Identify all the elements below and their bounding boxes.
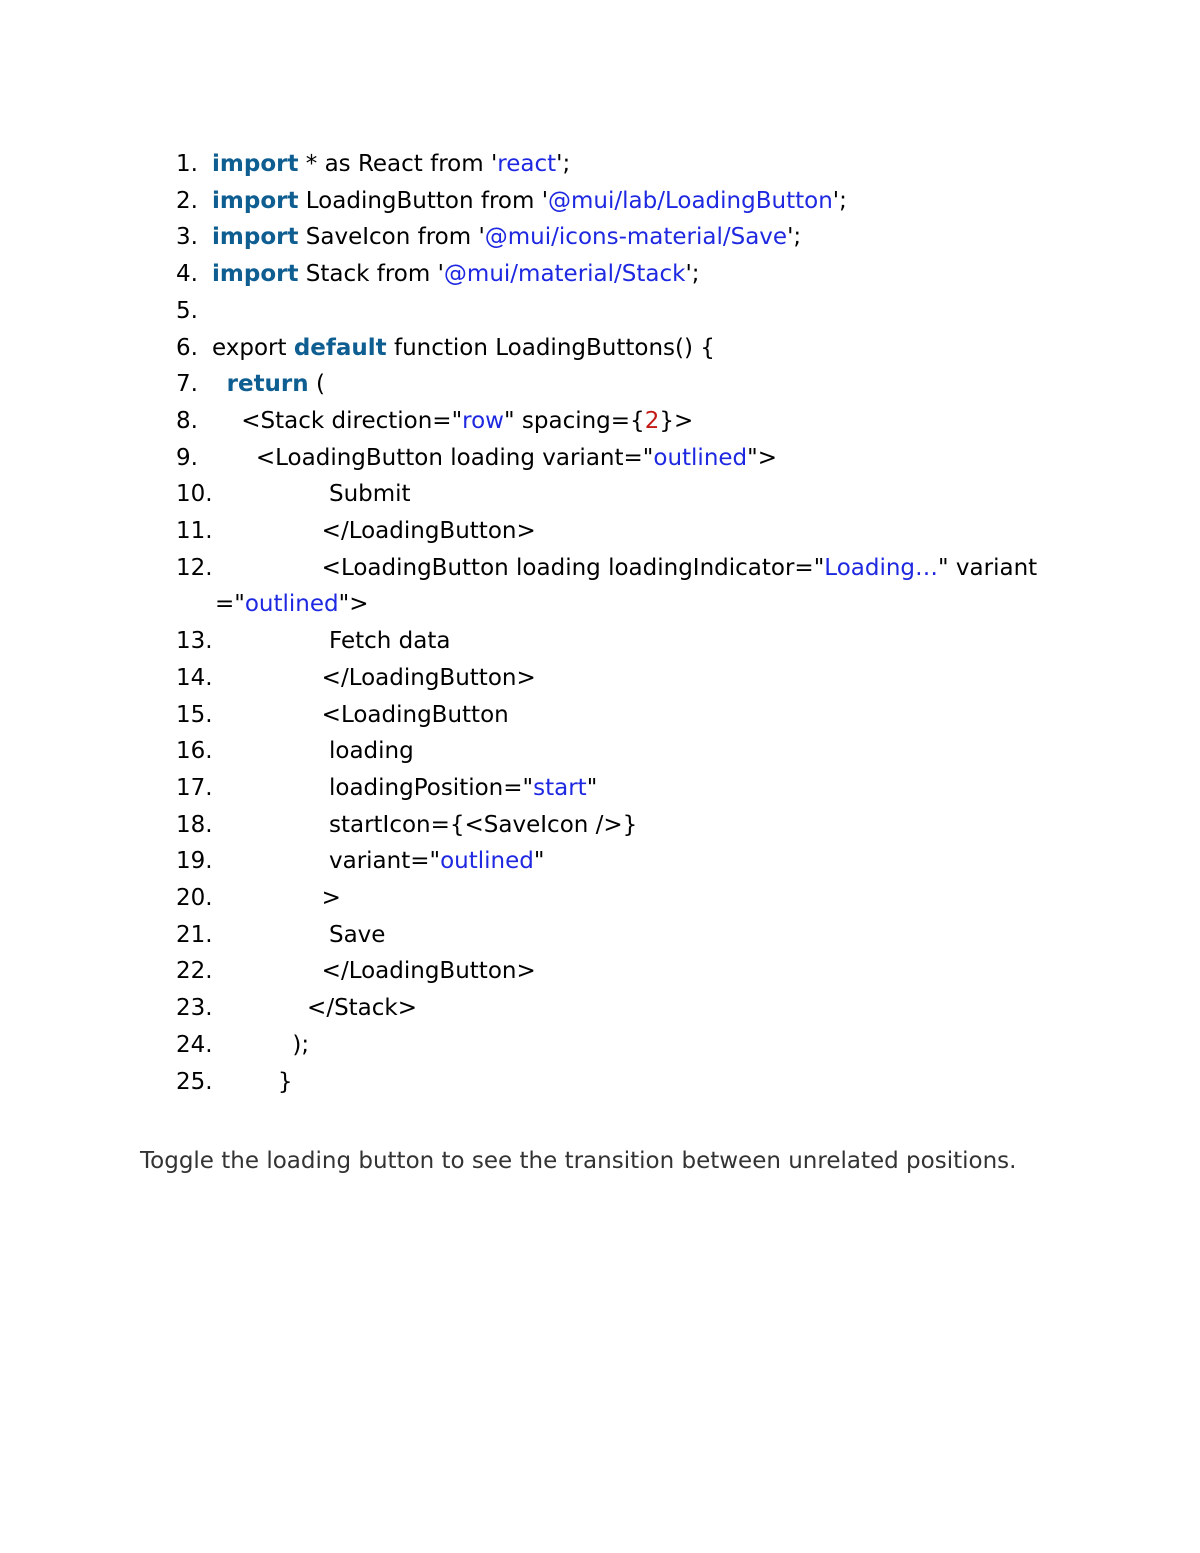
code-string: @mui/material/Stack: [443, 261, 686, 288]
line-text: [212, 1032, 309, 1058]
code-token: loading: [212, 738, 414, 765]
code-token: Stack from ': [298, 261, 444, 288]
code-line: [0, 146, 1200, 183]
code-line: [0, 219, 1200, 256]
line-text: [212, 885, 341, 911]
code-keyword: import: [212, 224, 299, 251]
code-keyword: default: [293, 334, 387, 361]
line-number: 14.: [176, 664, 213, 691]
code-listing: [0, 146, 1200, 1100]
code-token: <LoadingButton loading variant=": [212, 444, 654, 471]
code-line: [0, 660, 1200, 697]
code-line: [0, 770, 1200, 807]
code-line: [0, 550, 1200, 623]
code-token: </Stack>: [212, 995, 418, 1022]
code-token: " variant: [938, 554, 1038, 581]
code-line: [0, 293, 1200, 330]
line-number: 18.: [176, 811, 213, 838]
line-text: [212, 518, 536, 544]
code-token: <Stack direction=": [212, 407, 463, 434]
line-number: 16.: [176, 738, 213, 765]
code-token: export: [212, 334, 294, 361]
code-token: loadingPosition=": [212, 774, 534, 801]
code-token: Submit: [212, 481, 411, 508]
code-line: [0, 513, 1200, 550]
line-number: 4.: [176, 261, 198, 288]
code-line: [0, 953, 1200, 990]
code-line: [0, 623, 1200, 660]
code-string: @mui/lab/LoadingButton: [548, 187, 833, 214]
code-number: 2: [644, 407, 660, 434]
code-string: react: [497, 151, 557, 177]
code-line: [0, 733, 1200, 770]
line-text: [212, 958, 536, 984]
line-text: [212, 738, 414, 764]
line-text: [212, 665, 536, 691]
code-token: <LoadingButton: [212, 701, 509, 728]
line-number: 12.: [176, 554, 213, 581]
code-token: ">: [747, 444, 778, 471]
line-text: [212, 555, 1037, 581]
code-keyword: return: [226, 371, 309, 398]
line-number: 10.: [176, 481, 213, 508]
code-token: );: [212, 1031, 310, 1058]
line-number: 6.: [176, 334, 198, 361]
code-string: Loading…: [824, 554, 939, 581]
code-line: [0, 880, 1200, 917]
code-token: SaveIcon from ': [298, 224, 485, 251]
code-string: @mui/icons-material/Save: [484, 224, 788, 251]
line-number: 15.: [176, 701, 213, 728]
line-number: 7.: [176, 371, 198, 398]
code-string: outlined: [244, 591, 339, 618]
code-token: ">: [338, 591, 369, 618]
code-token: }: [212, 1068, 293, 1095]
code-token: " spacing={: [504, 407, 645, 434]
line-text: [212, 335, 715, 361]
code-token: }>: [659, 407, 694, 434]
code-token: ": [533, 848, 545, 875]
code-token: ';: [787, 224, 802, 251]
line-text: [212, 261, 700, 287]
code-token: Save: [212, 921, 386, 948]
code-token: >: [212, 885, 341, 912]
line-number: 8.: [176, 407, 198, 434]
line-text: [212, 775, 597, 801]
line-number: 9.: [176, 444, 198, 471]
code-line: [0, 440, 1200, 477]
code-token: =": [215, 591, 245, 618]
code-string: outlined: [653, 444, 748, 471]
code-token: variant=": [212, 848, 441, 875]
line-text: [212, 995, 417, 1021]
code-token: [212, 371, 227, 397]
line-text: [212, 151, 570, 177]
line-text: [212, 812, 637, 838]
line-number: 13.: [176, 628, 213, 655]
code-token: </LoadingButton>: [212, 518, 536, 545]
code-line: [0, 330, 1200, 367]
line-number: 22.: [176, 958, 213, 985]
code-keyword: import: [212, 187, 299, 214]
code-keyword: import: [212, 261, 299, 288]
code-token: ": [586, 774, 598, 801]
code-string: outlined: [440, 848, 534, 875]
line-text: [212, 188, 847, 214]
code-token: * as React from ': [298, 151, 498, 177]
code-line: [0, 183, 1200, 220]
code-token: </LoadingButton>: [212, 664, 536, 691]
line-text: [212, 408, 693, 434]
code-token: ';: [685, 261, 700, 288]
line-text: [212, 628, 450, 654]
code-line: [0, 476, 1200, 513]
line-text: [212, 224, 801, 250]
caption-text: Toggle the loading button to see the transition between unrelated positions.: [140, 1148, 1017, 1174]
code-token: <LoadingButton loading loadingIndicator=": [212, 554, 825, 581]
code-line: [0, 366, 1200, 403]
code-line: [0, 1064, 1200, 1101]
line-number: 21.: [176, 921, 213, 948]
line-number: 24.: [176, 1031, 213, 1058]
line-number: 11.: [176, 518, 213, 545]
code-token: startIcon={<SaveIcon />}: [212, 811, 638, 838]
code-line: [0, 917, 1200, 954]
code-string: row: [462, 407, 504, 434]
code-line: [0, 990, 1200, 1027]
code-token: ';: [832, 187, 847, 214]
line-text: [212, 371, 325, 397]
line-number: 20.: [176, 885, 213, 912]
code-token: Fetch data: [212, 628, 451, 655]
line-number: 3.: [176, 224, 198, 251]
code-string: start: [533, 774, 587, 801]
line-number: 23.: [176, 995, 213, 1022]
line-number: 17.: [176, 774, 213, 801]
code-token: ';: [556, 151, 571, 177]
line-text: [212, 922, 385, 948]
code-line: [0, 1027, 1200, 1064]
line-text: [212, 481, 411, 507]
code-token: function LoadingButtons() {: [386, 334, 715, 361]
code-line: [0, 843, 1200, 880]
code-line: [0, 807, 1200, 844]
line-number: 5.: [176, 297, 198, 324]
line-text: [212, 848, 544, 874]
line-number: 1.: [176, 151, 198, 177]
code-token: </LoadingButton>: [212, 958, 536, 985]
line-text: [212, 445, 777, 471]
line-number: 2.: [176, 187, 198, 214]
line-wrap-continuation: [215, 586, 1080, 623]
code-keyword: import: [212, 151, 299, 177]
code-line: [0, 256, 1200, 293]
line-number: 19.: [176, 848, 213, 875]
code-token: (: [308, 371, 325, 398]
line-text: [212, 1069, 292, 1095]
code-line: [0, 403, 1200, 440]
line-text: [212, 702, 509, 728]
line-number: 25.: [176, 1068, 213, 1095]
code-token: LoadingButton from ': [298, 187, 549, 214]
code-line: [0, 697, 1200, 734]
